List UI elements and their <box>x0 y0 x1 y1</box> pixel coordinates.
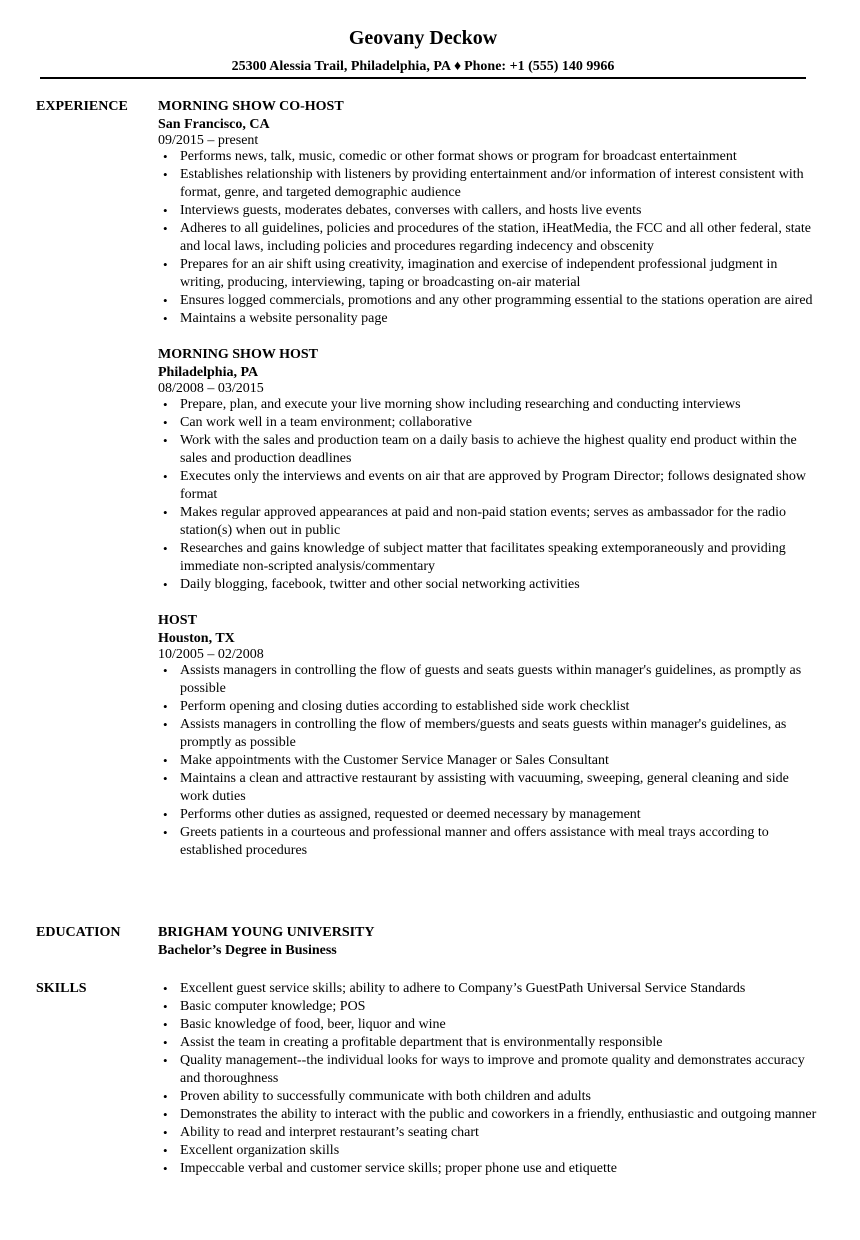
header-divider <box>40 77 806 79</box>
list-item: • Proven ability to successfully communicate with both children and adults <box>180 1088 818 1106</box>
experience-list <box>158 98 818 878</box>
job-dates: 10/2005 – 02/2008 <box>158 647 264 662</box>
job-location: Philadelphia, PA <box>158 365 259 380</box>
list-item: • Prepares for an air shift using creativity, imagination and exercise of independent professional judgment in writing, producing, interviewing, taping or broadcasting on-air material <box>180 256 818 292</box>
list-item: • Assists managers in controlling the flow of guests and seats guests within manager's guidelines, as promptly as possible <box>180 662 818 698</box>
list-item: • Make appointments with the Customer Service Manager or Sales Consultant <box>180 752 818 770</box>
list-item: • Researches and gains knowledge of subject matter that facilitates speaking extemporaneously and providing immediate non-scripted analysis/commentary <box>180 540 818 576</box>
list-item: • Adheres to all guidelines, policies and procedures of the station, iHeatMedia, the FCC and all other federal, state and local laws, including policies and procedures regarding indecency and obscenity <box>180 220 818 256</box>
list-item: • Establishes relationship with listeners by providing entertainment and/or information of interest consistent with format, genre, and targeted demographic audience <box>180 166 818 202</box>
section-label-education: EDUCATION <box>36 925 121 940</box>
job-dates: 09/2015 – present <box>158 133 259 148</box>
skills-list <box>158 980 818 1178</box>
list-item: • Makes regular approved appearances at paid and non-paid station events; serves as ambassador for the radio station(s) when out in public <box>180 504 818 540</box>
contact-line <box>0 58 846 76</box>
diamond-separator-icon: ♦ <box>453 59 462 74</box>
job-location: Houston, TX <box>158 631 235 646</box>
list-item: • Can work well in a team environment; collaborative <box>180 414 818 432</box>
list-item: • Greets patients in a courteous and professional manner and offers assistance with meal trays according to established procedures <box>180 824 818 860</box>
list-item: • Basic knowledge of food, beer, liquor and wine <box>180 1016 818 1034</box>
address: 25300 Alessia Trail, Philadelphia, PA <box>231 59 451 74</box>
list-item: • Maintains a website personality page <box>180 310 818 328</box>
job-entry <box>158 346 818 594</box>
education-body <box>158 924 818 960</box>
list-item: • Executes only the interviews and events on air that are approved by Program Director; follows designated show format <box>180 468 818 504</box>
phone: Phone: +1 (555) 140 9966 <box>464 59 615 74</box>
list-item: • Daily blogging, facebook, twitter and other social networking activities <box>180 576 818 594</box>
job-bullets <box>158 662 818 860</box>
list-item: • Assists managers in controlling the flow of members/guests and seats guests within manager's guidelines, as promptly as possible <box>180 716 818 752</box>
list-item: • Quality management--the individual looks for ways to improve and promote quality and demonstrates accuracy and thoroughness <box>180 1052 818 1088</box>
job-title: MORNING SHOW CO-HOST <box>158 99 344 114</box>
list-item: • Ability to read and interpret restaurant’s seating chart <box>180 1124 818 1142</box>
list-item: • Ensures logged commercials, promotions and any other programming essential to the stations operation are aired <box>180 292 818 310</box>
section-label-skills: SKILLS <box>36 981 87 996</box>
job-title: HOST <box>158 613 197 628</box>
list-item: • Demonstrates the ability to interact with the public and coworkers in a friendly, enthusiastic and outgoing manner <box>180 1106 818 1124</box>
section-label-experience: EXPERIENCE <box>36 99 128 114</box>
list-item: • Work with the sales and production team on a daily basis to achieve the highest quality end product within the sales and production deadlines <box>180 432 818 468</box>
degree: Bachelor’s Degree in Business <box>158 943 337 958</box>
candidate-name: Geovany Deckow <box>348 27 498 49</box>
list-item: • Impeccable verbal and customer service skills; proper phone use and etiquette <box>180 1160 818 1178</box>
job-dates: 08/2008 – 03/2015 <box>158 381 264 396</box>
list-item: • Assist the team in creating a profitable department that is environmentally responsible <box>180 1034 818 1052</box>
list-item: • Performs news, talk, music, comedic or other format shows or program for broadcast entertainment <box>180 148 818 166</box>
job-entry <box>158 98 818 328</box>
job-bullets <box>158 396 818 594</box>
list-item: • Prepare, plan, and execute your live morning show including researching and conducting interviews <box>180 396 818 414</box>
list-item: • Excellent guest service skills; ability to adhere to Company’s GuestPath Universal Service Standards <box>180 980 818 998</box>
list-item: • Basic computer knowledge; POS <box>180 998 818 1016</box>
list-item: • Excellent organization skills <box>180 1142 818 1160</box>
job-entry <box>158 612 818 860</box>
list-item: • Perform opening and closing duties according to established side work checklist <box>180 698 818 716</box>
job-title: MORNING SHOW HOST <box>158 347 318 362</box>
list-item: • Performs other duties as assigned, requested or deemed necessary by management <box>180 806 818 824</box>
list-item: • Interviews guests, moderates debates, converses with callers, and hosts live events <box>180 202 818 220</box>
skills-body <box>158 980 818 1178</box>
job-location: San Francisco, CA <box>158 117 270 132</box>
job-bullets <box>158 148 818 328</box>
school-name: BRIGHAM YOUNG UNIVERSITY <box>158 925 375 940</box>
list-item: • Maintains a clean and attractive restaurant by assisting with vacuuming, sweeping, general cleaning and side work duties <box>180 770 818 806</box>
